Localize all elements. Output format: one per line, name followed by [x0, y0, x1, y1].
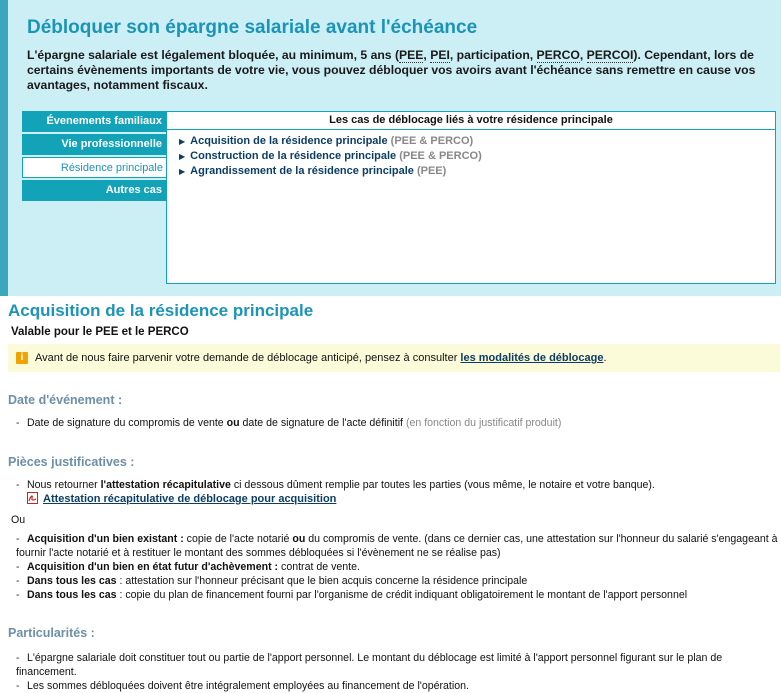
particularites-heading: Particularités : [8, 626, 95, 640]
bullet-attestation [16, 574, 778, 588]
bullet-text: contrat de vente. [278, 561, 360, 573]
bullet-dash: - [16, 575, 20, 587]
pieces-text: Nous retourner [27, 479, 101, 491]
pieces-heading: Pièces justificatives : [8, 455, 135, 469]
bullet-ou: ou [292, 533, 306, 545]
particularite-text: L'épargne salariale doit constituer tout ou partie de l'apport personnel. Le montant du déblocage est limité à l'apport personnel figurant sur le plan de financement. [16, 652, 723, 678]
intro-text-part: , participation, [449, 48, 537, 62]
bullet-dash: - [16, 561, 20, 573]
case-item-acquisition[interactable] [179, 134, 775, 149]
section-subtitle: Valable pour le PEE et le PERCO [11, 326, 189, 338]
section-title: Acquisition de la résidence principale [8, 301, 314, 320]
arrow-right-icon: ▶ [179, 137, 186, 146]
bullet-dash: - [16, 479, 20, 491]
cases-list [167, 134, 775, 179]
intro-panel [8, 0, 781, 296]
bullet-text-2: du compromis de vente. (dans ce dernier cas, une attestation sur l'honneur du salarié s'engageant à fournir l'acte notarié et à restituer le montant des sommes débloquées si l'évènement ne se réalise pas) [16, 533, 778, 559]
intro-paragraph: L'épargne salariale est légalement bloquée, au minimum, 5 ans (PEE, PEI, participation, PERCO, PERCOI). Cependant, lors de certains évènements importants de votre vie, vous pouvez débloquer vos avoirs avant l'échéance sans remettre en cause vos avantages, notamment fiscaux. [27, 48, 756, 92]
abbr-pee: PEE [399, 48, 424, 62]
cases-panel [166, 111, 776, 284]
intro-text-part: L'épargne salariale est légalement bloquée, au minimum, 5 ans ( [27, 48, 400, 62]
bullet-text: : attestation sur l'honneur précisant que le bien acquis concerne la résidence principale [116, 575, 528, 587]
bullet-dash: - [16, 417, 20, 429]
date-muted: (en fonction du justificatif produit) [405, 417, 562, 429]
abbr-perco: PERCO [536, 48, 580, 62]
arrow-right-icon: ▶ [179, 167, 186, 176]
bullet-bold: Acquisition d'un bien existant : [27, 533, 184, 545]
bullet-bold: Dans tous les cas [27, 575, 117, 587]
case-item-agrandissement[interactable] [179, 164, 775, 179]
particularite-apport [16, 651, 778, 679]
bullet-futur [16, 560, 778, 574]
bullet-plan-financement [16, 588, 778, 602]
ou-separator: Ou [11, 514, 26, 526]
attestation-pdf-link[interactable]: Attestation récapitulative de déblocage pour acquisition [43, 493, 337, 505]
intro-text-part: ). Cependant, lors de certains évènements importants de votre vie, vous pouvez débloquer vos avoirs avant l'échéance sans remettre en cause vos avantages, notamment fiscaux. [27, 48, 756, 92]
pieces-bold: l'attestation récapitulative [100, 479, 231, 491]
particularite-emploi [16, 679, 778, 693]
notice-box [8, 344, 780, 372]
bullet-bold: Acquisition d'un bien en état futur d'achèvement : [27, 561, 279, 573]
case-item-label: Acquisition de la résidence principale [190, 135, 388, 147]
bullet-existant [16, 532, 778, 560]
menu-item-evenements-familiaux[interactable]: Évenements familiaux [22, 111, 167, 132]
pieces-text-2: ci dessous dûment remplie par toutes les parties (vous même, le notaire et votre banque). [230, 479, 655, 491]
bullet-text: : copie du plan de financement fourni par l'organisme de crédit indiquant obligatoirement le montant de l'apport personnel [116, 589, 688, 601]
date-text: Date de signature du compromis de vente [27, 417, 227, 429]
arrow-right-icon: ▶ [179, 152, 186, 161]
bullet-dash: - [16, 589, 20, 601]
menu-item-vie-professionnelle[interactable]: Vie professionnelle [22, 134, 167, 155]
notice-end: . [603, 352, 607, 364]
date-text-2: date de signature de l'acte définitif [239, 417, 406, 429]
case-item-construction[interactable] [179, 149, 775, 164]
cases-panel-header: Les cas de déblocage liés à votre résidence principale [167, 112, 775, 130]
bullet-dash: - [16, 652, 20, 664]
abbr-pei: PEI [430, 48, 450, 62]
page-title: Débloquer son épargne salariale avant l'échéance [27, 17, 478, 38]
pdf-link-row [27, 492, 336, 505]
info-icon: i [16, 352, 28, 364]
notice-text: Avant de nous faire parvenir votre demande de déblocage anticipé, pensez à consulter [35, 352, 461, 364]
date-ou: ou [226, 417, 240, 429]
bullet-dash: - [16, 533, 20, 545]
menu-item-residence-principale[interactable]: Résidence principale [22, 157, 168, 178]
bullet-text: copie de l'acte notarié [183, 533, 293, 545]
case-item-scope: (PEE) [416, 165, 447, 177]
bullet-bold: Dans tous les cas [27, 589, 117, 601]
case-item-label: Agrandissement de la résidence principale [190, 165, 414, 177]
modalites-deblocage-link[interactable]: les modalités de déblocage [460, 352, 604, 364]
bullet-dash: - [16, 680, 20, 692]
case-item-scope: (PEE & PERCO) [390, 135, 474, 147]
date-heading: Date d'événement : [8, 393, 123, 407]
menu-item-autres-cas[interactable]: Autres cas [22, 180, 167, 201]
pieces-item [16, 478, 778, 492]
particularite-text: Les sommes débloquées doivent être intégralement employées au financement de l'opération. [27, 680, 469, 692]
abbr-percoi: PERCOI [586, 48, 634, 62]
pdf-icon [27, 492, 38, 504]
case-category-menu [22, 111, 167, 203]
case-item-label: Construction de la résidence principale [190, 150, 397, 162]
left-accent-stripe [0, 0, 8, 296]
case-item-scope: (PEE & PERCO) [399, 150, 482, 162]
date-item [16, 416, 778, 430]
